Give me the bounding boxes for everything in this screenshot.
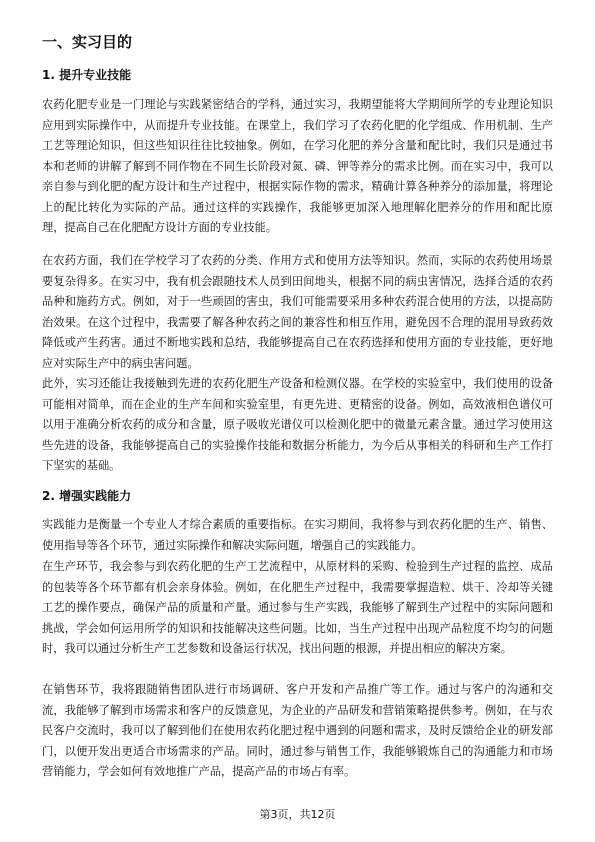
paragraph: 实践能力是衡量一个专业人才综合素质的重要指标。在实习期间，我将参与到农药化肥的生产、销售、使用指导等各个环节，通过实际操作和解决实际问题，增强自己的实践能力。 (42, 518, 553, 552)
paragraph: 在生产环节，我会参与到农药化肥的生产工艺流程中，从原材料的采购、检验到生产过程的监控、成品的包装等各个环节都有机会亲身体验。例如，在化肥生产过程中，我需要掌握造粒、烘干、冷却等关键工艺的操作要点，确保产品的质量和产量。通过参与生产实践，我能够了解到生产过程中的实际问题和挑战，学会如何运用所学的知识和技能解决这些问题。比如，当生产过程中出现产品粒度不均匀的问题时，我可以通过分析生产工艺参数和设备运行状况，找出问题的根源，并提出相应的解决方案。 (42, 560, 553, 655)
page-number: 第3页，共12页 (259, 808, 336, 821)
subsection-title-1: 1. 提升专业技能 (42, 68, 132, 82)
section-heading: 一、实习目的 (42, 33, 133, 51)
paragraph: 此外，实习还能让我接触到先进的农药化肥生产设备和检测仪器。在学校的实验室中，我们使用的设备可能相对简单，而在企业的生产车间和实验室里，有更先进、更精密的设备。例如，高效液相色谱仪可以用于准确分析农药的成分和含量，原子吸收光谱仪可以检测化肥中的微量元素含量。通过学习使用这些先进的设备，我能够提高自己的实验操作技能和数据分析能力，为今后从事相关的科研和生产工作打下坚实的基础。 (42, 377, 553, 472)
paragraph: 在销售环节，我将跟随销售团队进行市场调研、客户开发和产品推广等工作。通过与客户的沟通和交流，我能够了解到市场需求和客户的反馈意见，为企业的产品研发和营销策略提供参考。例如，在与农民客户交流时，我可以了解到他们在使用农药化肥过程中遇到的问题和需求，及时反馈给企业的研发部门，以便开发出更适合市场需求的产品。同时，通过参与销售工作，我能够锻炼自己的沟通能力和市场营销能力，学会如何有效地推广产品，提高产品的市场占有率。 (42, 683, 553, 778)
paragraph: 农药化肥专业是一门理论与实践紧密结合的学科，通过实习，我期望能将大学期间所学的专业理论知识应用到实际操作中，从而提升专业技能。在课堂上，我们学习了农药化肥的化学组成、作用机制、生产工艺等理论知识，但这些知识往往比较抽象。例如，在学习化肥的养分含量和配比时，我们只是通过书本和老师的讲解了解到不同作物在不同生长阶段对氮、磷、钾等养分的需求比例。而在实习中，我可以亲自参与到化肥的配方设计和生产过程中，根据实际作物的需求，精确计算各种养分的添加量，将理论上的配比转化为实际的产品。通过这样的实践操作，我能够更加深入地理解化肥养分的作用和配比原理，提高自己在化肥配方设计方面的专业技能。 (42, 98, 553, 234)
subsection-title-2: 2. 增强实践能力 (42, 489, 132, 503)
paragraph: 在农药方面，我们在学校学习了农药的分类、作用方式和使用方法等知识。然而，实际的农药使用场景要复杂得多。在实习中，我有机会跟随技术人员到田间地头，根据不同的病虫害情况，选择合适的农药品种和施药方式。例如，对于一些顽固的害虫，我们可能需要采用多种农药混合使用的方法，以提高防治效果。在这个过程中，我需要了解各种农药之间的兼容性和相互作用，避免因不合理的混用导致药效降低或产生药害。通过不断地实践和总结，我能够提高自己在农药选择和使用方面的专业技能，更好地应对实际生产中的病虫害问题。 (42, 254, 553, 370)
